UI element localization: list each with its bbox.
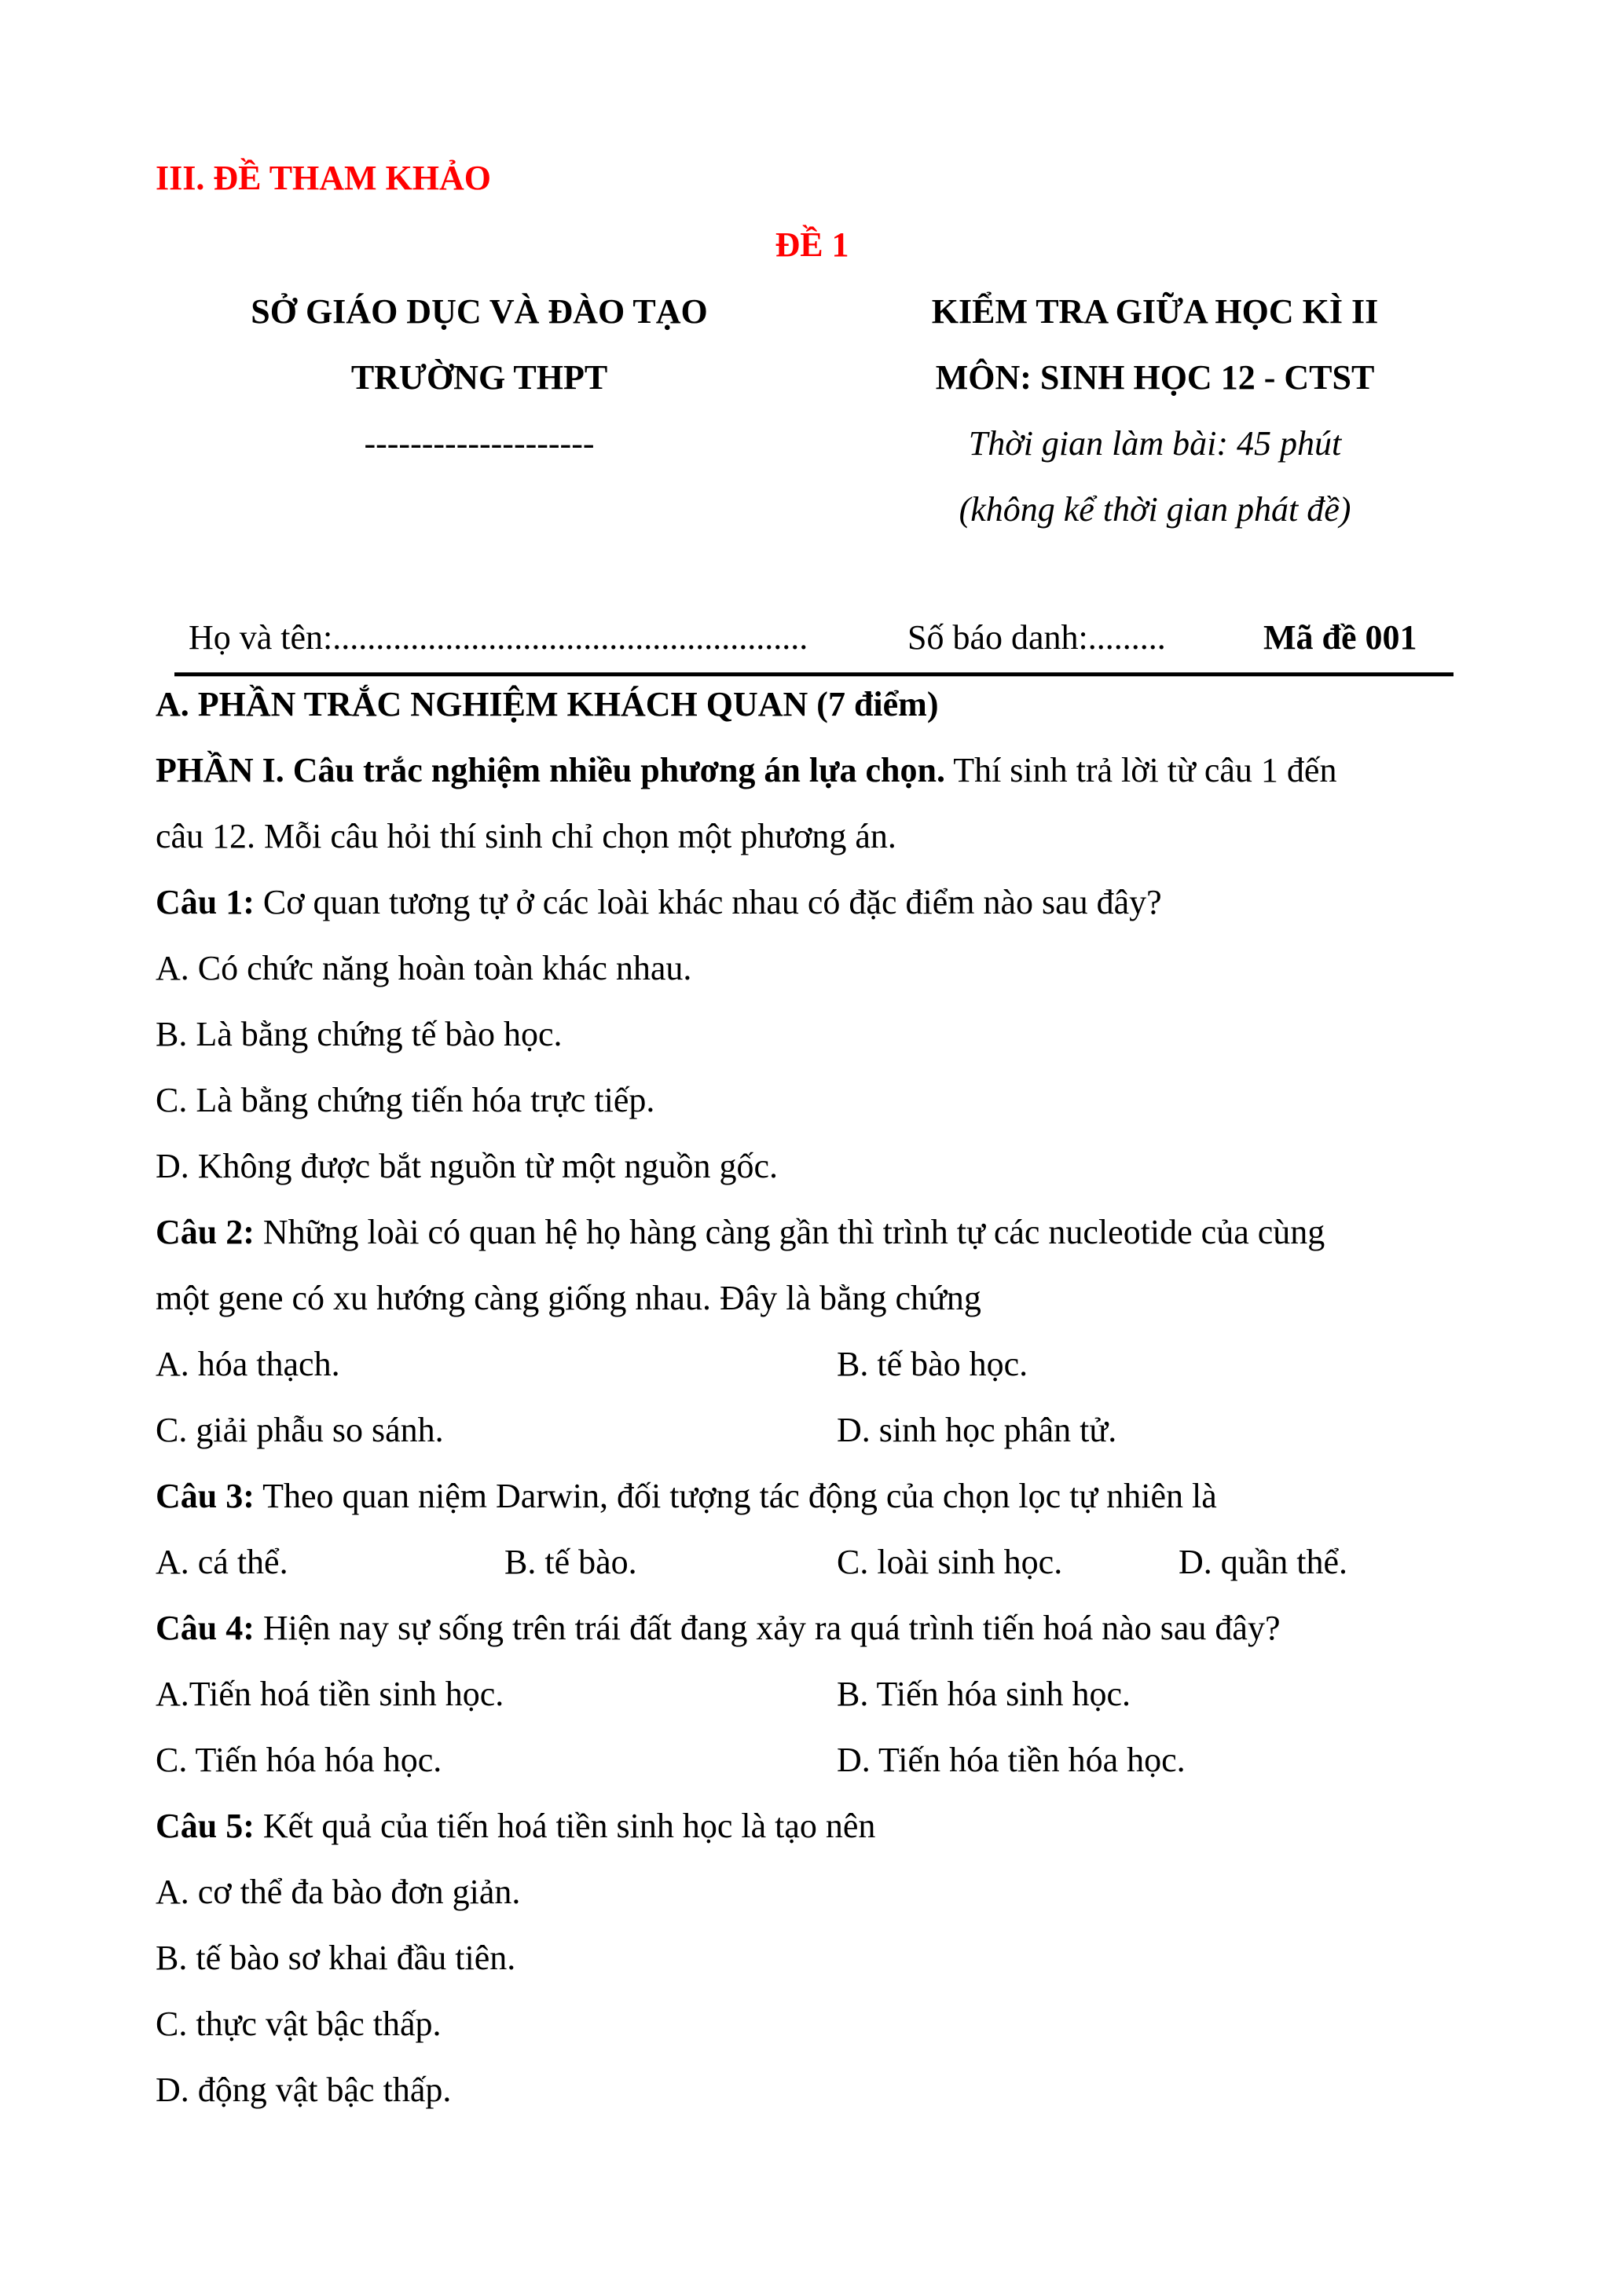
- question-text: Kết quả của tiến hoá tiền sinh học là tạo nên: [254, 1807, 876, 1845]
- question-label: Câu 3:: [156, 1477, 255, 1515]
- option-d: D. động vật bậc thấp.: [156, 2071, 452, 2109]
- exam-number: ĐỀ 1: [775, 225, 849, 264]
- part1-heading: PHẦN I. Câu trắc nghiệm nhiều phương án lựa chọn.: [156, 751, 945, 789]
- option-d: D. Không được bắt nguồn từ một nguồn gốc.: [156, 1147, 778, 1185]
- option-a: A. cơ thể đa bào đơn giản.: [156, 1873, 521, 1911]
- option-a: A.Tiến hoá tiền sinh học.: [156, 1675, 504, 1713]
- question-text: Theo quan niệm Darwin, đối tượng tác động của chọn lọc tự nhiên là: [254, 1477, 1217, 1515]
- question-text: Những loài có quan hệ họ hàng càng gần thì trình tự các nucleotide của cùng: [254, 1213, 1325, 1251]
- section-heading: III. ĐỀ THAM KHẢO: [156, 159, 492, 197]
- option-c: C. giải phẫu so sánh.: [156, 1411, 444, 1449]
- exam-title: KIỂM TRA GIỮA HỌC KÌ II: [931, 292, 1379, 331]
- option-d: D. Tiến hóa tiền hóa học.: [837, 1741, 1186, 1779]
- question-label: Câu 2:: [156, 1213, 255, 1251]
- student-id-field: Số báo danh:.........: [907, 618, 1166, 657]
- question-stem: [156, 1215, 1325, 1250]
- question-text: Cơ quan tương tự ở các loài khác nhau có đặc điểm nào sau đây?: [254, 883, 1162, 921]
- exam-code: Mã đề 001: [1263, 618, 1417, 657]
- option-c: C. Là bằng chứng tiến hóa trực tiếp.: [156, 1081, 655, 1119]
- org-name: SỞ GIÁO DỤC VÀ ĐÀO TẠO: [251, 292, 708, 331]
- header-divider: [174, 672, 1454, 676]
- question-label: Câu 5:: [156, 1807, 255, 1845]
- option-c: C. loài sinh học.: [837, 1543, 1063, 1581]
- question-stem: [156, 1479, 1217, 1514]
- question-label: Câu 4:: [156, 1609, 255, 1647]
- part1-instruction-text: Thí sinh trả lời từ câu 1 đến: [945, 751, 1337, 789]
- option-d: D. sinh học phân tử.: [837, 1411, 1117, 1449]
- question-stem: [156, 885, 1162, 920]
- question-stem: [156, 1611, 1280, 1646]
- exam-duration: Thời gian làm bài: 45 phút: [968, 424, 1342, 463]
- question-text: Hiện nay sự sống trên trái đất đang xảy ra quá trình tiến hoá nào sau đây?: [254, 1609, 1281, 1647]
- part-a-title: A. PHẦN TRẮC NGHIỆM KHÁCH QUAN (7 điểm): [156, 685, 939, 723]
- option-a: A. hóa thạch.: [156, 1345, 340, 1383]
- option-c: C. thực vật bậc thấp.: [156, 2005, 442, 2043]
- option-b: B. Là bằng chứng tế bào học.: [156, 1015, 563, 1053]
- option-b: B. Tiến hóa sinh học.: [837, 1675, 1131, 1713]
- part1-instructions: [156, 753, 1336, 788]
- option-b: B. tế bào sơ khai đầu tiên.: [156, 1939, 516, 1977]
- option-c: C. Tiến hóa hóa học.: [156, 1741, 442, 1779]
- option-b: B. tế bào.: [504, 1543, 637, 1581]
- duration-note: (không kể thời gian phát đề): [959, 490, 1351, 529]
- student-name-field: Họ và tên:.......................................................: [189, 618, 808, 657]
- question-label: Câu 1:: [156, 883, 255, 921]
- question-stem: [156, 1809, 875, 1844]
- option-a: A. cá thể.: [156, 1543, 288, 1581]
- school-name: TRƯỜNG THPT: [350, 358, 608, 397]
- header-dashes: --------------------: [364, 424, 595, 463]
- option-d: D. quần thể.: [1179, 1543, 1348, 1581]
- part1-instruction-cont: câu 12. Mỗi câu hỏi thí sinh chỉ chọn một phương án.: [156, 817, 896, 855]
- option-a: A. Có chức năng hoàn toàn khác nhau.: [156, 949, 692, 987]
- subject-title: MÔN: SINH HỌC 12 - CTST: [935, 358, 1375, 397]
- question-text-cont: một gene có xu hướng càng giống nhau. Đây là bằng chứng: [156, 1279, 981, 1317]
- option-b: B. tế bào học.: [837, 1345, 1028, 1383]
